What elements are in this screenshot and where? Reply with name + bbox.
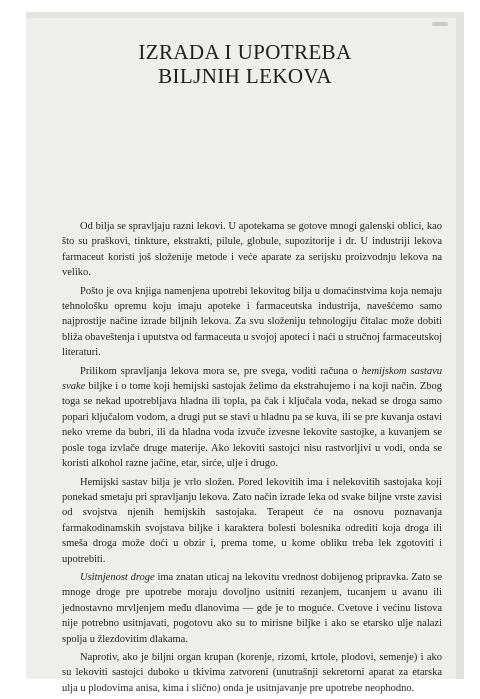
body-text bbox=[62, 219, 442, 699]
paragraph-5-italic: Usitnjenost droge bbox=[80, 571, 155, 583]
page-right-edge bbox=[456, 12, 464, 679]
paragraph-1: Od bilja se spravljaju razni lekovi. U apotekama se gotove mnogi galenski oblici, kao što su praškovi, tinkture, ekstrakti, pilule, globule, supozitorije i dr. U industriji lekova farmaceut koristi još složenije metode i veće aparate za serijsku proizvodnju lekova na veliko. bbox=[62, 221, 442, 279]
paragraph-6: Naprotiv, ako je biljni organ krupan (korenje, rizomi, krtole, plodovi, semenje) i ako su lekoviti sastojci duboko u tkivima zatvoreni (unutrašnji sekretorni aparat za etarska ulja u plodovima anisa, kima i slično) onda je usitnjavanje pre upotrebe neophodno. bbox=[62, 651, 442, 694]
paragraph-3 bbox=[62, 364, 442, 472]
paragraph-5-end: ima znatan uticaj na lekovitu vrednost dobijenog pripravka. Zato se mnoge droge pre upotrebe moraju dovoljno usitniti rezanjem, tucanjem u avanu ili jednostavno mrvljenjem među dlanovima — gde je to moguće. Cvetove i većinu listova nije potrebno usitnjavati, pogotovu ako su to mirisne biljke i ako se etarsko ulje nalazi spolja u žlezdovitim dlakama. bbox=[62, 571, 442, 645]
paragraph-2: Pošto je ova knjiga namenjena upotrebi lekovitog bilja u domaćinstvima koja nemaju tehnološku opremu koju imaju apoteke i farmaceutska industrija, navešćemo samo najprostije načine izrade biljnih lekova. Za svu složeniju tehnologiju čitalac može dobiti bliža obaveštenja i uputstva od farmaceuta u svojoj apoteci i naći u stručnoj farmaceutskoj literaturi. bbox=[62, 285, 442, 359]
paragraph-3-start: Prilikom spravljanja lekova mora se, pre svega, voditi računa o bbox=[80, 365, 362, 377]
paragraph-4: Hemijski sastav bilja je vrlo složen. Pored lekovitih ima i nelekovitih sastojaka koji ponekad smetaju pri spravljanju lekova. Zato način izrade leka od svake biljne vrste zavisi od svojstva njenih hemijskih sastojaka. Terapeut će na osnovu poznavanja farmakodinamskih svojstava biljke i karaktera bolesti bolesnika odrediti koja droga ili smeša droga može doći u obzir i, prema tome, u kome obliku treba lek zgotoviti i upotrebiti. bbox=[62, 476, 442, 565]
chapter-title-line-1: IZRADA I UPOTREBA bbox=[138, 40, 352, 64]
chapter-title bbox=[26, 40, 464, 88]
paragraph-5 bbox=[62, 570, 442, 647]
page-corner-mark bbox=[432, 22, 448, 26]
paragraph-3-end: biljke i o tome koji hemijski sastojak želimo da ekstrahujemo i na koji način. Zbog toga se nekad upotrebljava hladna ili topla, pa čak i ključala voda, nekad se droga samo popari ključalom vodom, a drugi put se stavi u hladnu pa se kuva, ili se pre kuvanja ostavi neko vreme da bubri, ili da hladna voda izvuče izvesne lekovite sastojke, a kuvanjem se posle toga izvlače druge materije. Ako lekoviti sastojci nisu rastvorljivi u vodi, onda se koristi alkohol razne jačine, etar, sirće, ulje i drugo. bbox=[62, 381, 442, 470]
page-top-edge bbox=[26, 12, 464, 18]
book-page bbox=[26, 12, 464, 694]
paragraph-3-italic: hemijskom sastavu svake bbox=[62, 365, 442, 393]
chapter-title-line-2: BILJNIH LEKOVA bbox=[158, 64, 332, 88]
